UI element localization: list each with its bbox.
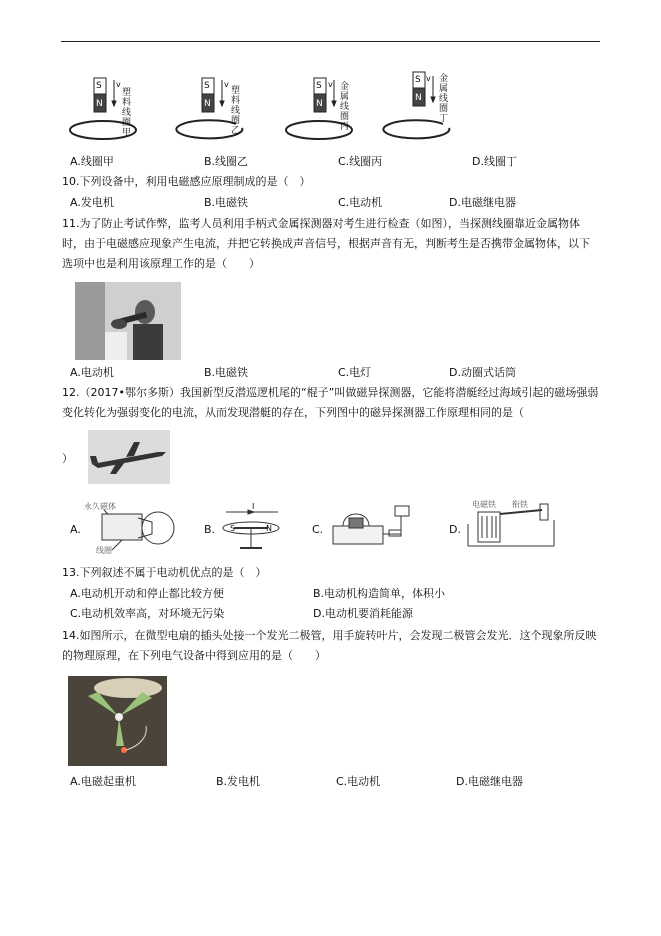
q12-option-d: D. xyxy=(449,523,461,536)
q12-d-em-label: 电磁铁 xyxy=(472,500,496,509)
coil3-s: S xyxy=(316,81,322,91)
q14-stem: 14.如图所示，在微型电扇的插头处接一个发光二极管，用手旋转叶片，会发现二极管会发光．这个现象所反映的物理原理，在下列电气设备中得到应用的是（ ） xyxy=(62,629,597,662)
q13-stem: 13.下列叙述不属于电动机优点的是（ ） xyxy=(62,566,267,579)
q12-b-s-label: S xyxy=(230,524,236,533)
q12-stem: 12.（2017•鄂尔多斯）我国新型反潜巡逻机尾的“棍子”叫做磁异探测器，它能将潜艇经过海域引起的磁场强弱变化转化为强弱变化的电流，从而发现潜艇的存在，下列图中的磁异探测器工作原理相同的是（ xyxy=(62,386,599,419)
fan-led-photo xyxy=(68,676,167,766)
q14-option-a: A.电磁起重机 xyxy=(70,775,136,788)
q12-stem-end: ） xyxy=(62,452,73,465)
q13-option-c: C.电动机效率高，对环境无污染 xyxy=(70,607,225,620)
q14-option-d: D.电磁继电器 xyxy=(456,775,523,788)
q10-option-c: C.电动机 xyxy=(338,196,383,209)
coil-figures xyxy=(66,70,606,145)
coil1-n: N xyxy=(96,99,103,109)
coil4-n: N xyxy=(415,93,422,103)
q12-figure-d xyxy=(460,496,560,554)
q10-option-b: B.电磁铁 xyxy=(204,196,249,209)
coil3-v: v xyxy=(328,80,333,89)
q11-option-a: A.电动机 xyxy=(70,366,114,379)
coil2-n: N xyxy=(204,99,211,109)
q12-a-magnet-label: 永久磁体 xyxy=(84,502,116,511)
q13-option-d: D.电动机要消耗能源 xyxy=(313,607,413,620)
coil3-label: 金属线圈丙 xyxy=(340,82,350,132)
q11-option-d: D.动圈式话筒 xyxy=(449,366,516,379)
coil4-label: 金属线圈丁 xyxy=(439,74,449,124)
coil4-s: S xyxy=(415,75,421,85)
q12-d-iron-label: 衔铁 xyxy=(512,500,528,509)
coil-option-d: D.线圈丁 xyxy=(472,155,517,168)
coil4-v: v xyxy=(426,74,431,83)
q12-option-b: B. xyxy=(204,523,216,536)
q12-a-coil-label: 线圈 xyxy=(96,546,112,555)
patrol-plane-photo xyxy=(88,430,170,484)
q13-option-a: A.电动机开动和停止都比较方便 xyxy=(70,587,224,600)
q11-option-b: B.电磁铁 xyxy=(204,366,249,379)
q12-b-current-label: I xyxy=(252,502,255,511)
metal-detector-photo xyxy=(75,282,181,360)
coil-option-b: B.线圈乙 xyxy=(204,155,249,168)
q10-option-d: D.电磁继电器 xyxy=(449,196,516,209)
header-rule xyxy=(61,41,600,42)
q11-option-c: C.电灯 xyxy=(338,366,372,379)
q12-figure-c xyxy=(323,500,419,552)
q14-option-b: B.发电机 xyxy=(216,775,261,788)
coil1-label: 塑料线圈甲 xyxy=(122,88,132,138)
q12-figure-b xyxy=(218,500,284,555)
q12-option-a: A. xyxy=(70,523,81,536)
coil1-v: v xyxy=(116,80,121,89)
coil-diagram xyxy=(66,70,606,145)
coil3-n: N xyxy=(316,99,323,109)
q12-option-c: C. xyxy=(312,523,324,536)
q11-stem: 11.为了防止考试作弊，监考人员利用手柄式金属探测器对考生进行检查（如图），当探测线圈靠近金属物体时，由于电磁感应现象产生电流，并把它转换成声音信号，根据声音有无，判断考生是否携带金属物体，以下选项中也是利用该原理工作的是（ ） xyxy=(62,217,590,270)
q10-stem: 10.下列设备中，利用电磁感应原理制成的是（ ） xyxy=(62,175,311,188)
coil2-label: 塑料线圈乙 xyxy=(231,86,241,136)
coil2-s: S xyxy=(204,81,210,91)
q12-figure-a xyxy=(82,500,182,558)
coil1-s: S xyxy=(96,81,102,91)
q14-option-c: C.电动机 xyxy=(336,775,381,788)
coil-option-a: A.线圈甲 xyxy=(70,155,114,168)
coil-option-c: C.线圈丙 xyxy=(338,155,383,168)
q12-b-n-label: N xyxy=(266,524,272,533)
coil2-v: v xyxy=(224,80,229,89)
q13-option-b: B.电动机构造简单，体积小 xyxy=(313,587,446,600)
q10-option-a: A.发电机 xyxy=(70,196,114,209)
